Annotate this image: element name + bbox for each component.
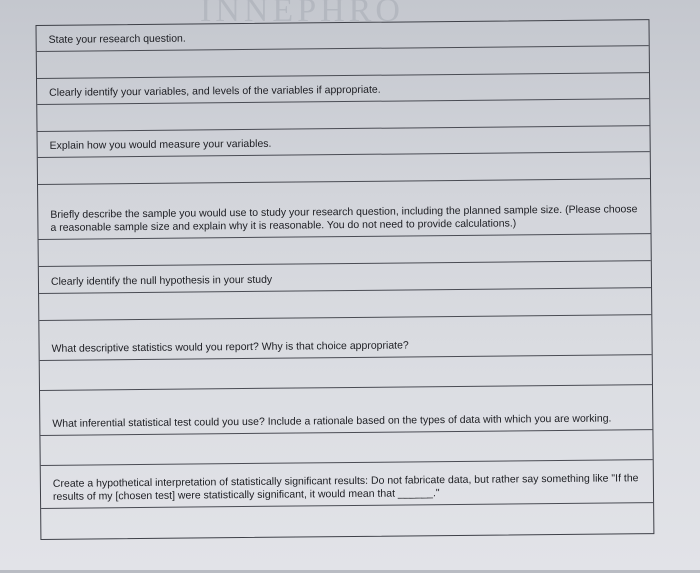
answer-box-8[interactable] xyxy=(41,503,653,539)
question-text-5: Clearly identify the null hypothesis in your study xyxy=(50,273,273,288)
question-text-8: Create a hypothetical interpretation of statistically significant results: Do not fabricate data, but rather say something like "If the results of my [chosen test] were statistically significant, it would mean that ______." xyxy=(52,472,639,503)
question-row-7 xyxy=(40,385,652,436)
question-row-6 xyxy=(39,315,651,361)
watermark: INNEPHRO xyxy=(200,0,404,29)
question-text-4: Briefly describe the sample you would use to study your research question, including the planned sample size. (Please choose a reasonable sample size and explain why it is reasonable. You do not need to provide calculations.) xyxy=(50,203,638,234)
question-table xyxy=(35,19,654,540)
question-text-2: Clearly identify your variables, and levels of the variables if appropriate. xyxy=(49,83,381,99)
question-text-6: What descriptive statistics would you report? Why is that choice appropriate? xyxy=(51,339,409,355)
question-text-3: Explain how you would measure your variables. xyxy=(49,137,272,152)
question-row-4 xyxy=(38,179,650,240)
question-text-1: State your research question. xyxy=(48,32,186,46)
question-row-8 xyxy=(41,460,653,509)
question-text-7: What inferential statistical test could you use? Include a rationale based on the types of data with which you are working. xyxy=(52,412,612,430)
